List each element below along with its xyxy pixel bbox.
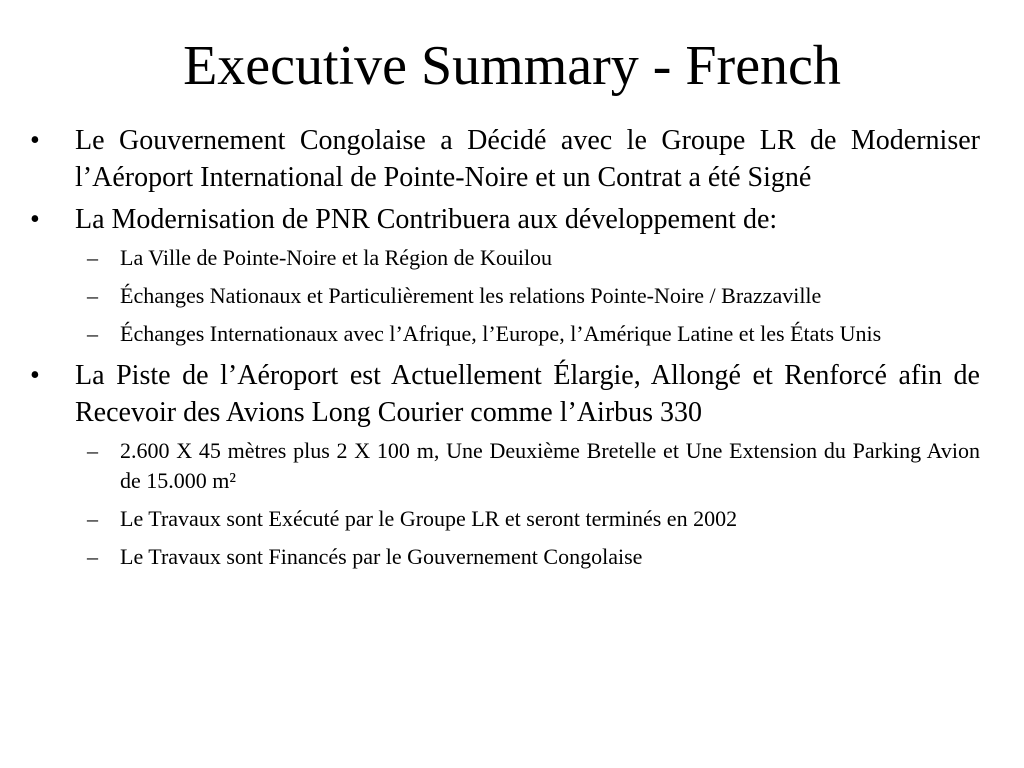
sub-bullet-item: [28, 243, 980, 273]
sub-bullet-text: Le Travaux sont Exécuté par le Groupe LR et seront terminés en 2002: [120, 506, 738, 531]
dash-glyph: –: [87, 544, 98, 569]
dash-glyph: –: [87, 245, 98, 270]
bullet-text: La Piste de l’Aéroport est Actuellement Élargie, Allongé et Renforcé afin de Recevoir des Avions Long Courier comme l’Airbus 330: [75, 360, 980, 428]
sub-bullet-item: [28, 436, 980, 496]
sub-bullet-text: Le Travaux sont Financés par le Gouvernement Congolaise: [120, 544, 643, 569]
bullet-item: [28, 357, 980, 431]
sub-bullet-item: [28, 504, 980, 534]
dash-glyph: –: [87, 283, 98, 308]
bullet-text: La Modernisation de PNR Contribuera aux développement de:: [75, 204, 778, 235]
bullet-glyph: •: [30, 125, 40, 156]
sub-bullet-item: [28, 542, 980, 572]
sub-bullet-text: Échanges Internationaux avec l’Afrique, l’Europe, l’Amérique Latine et les États Unis: [120, 321, 882, 346]
bullet-glyph: •: [30, 204, 40, 235]
sub-bullet-item: [28, 319, 980, 349]
sub-bullet-text: Échanges Nationaux et Particulièrement les relations Pointe-Noire / Brazzaville: [120, 283, 822, 308]
sub-bullet-text: 2.600 X 45 mètres plus 2 X 100 m, Une Deuxième Bretelle et Une Extension du Parking Avion de 15.000 m²: [120, 438, 980, 493]
slide-content: [28, 122, 980, 580]
sub-bullet-text: La Ville de Pointe-Noire et la Région de Kouilou: [120, 245, 553, 270]
dash-glyph: –: [87, 506, 98, 531]
bullet-item: [28, 201, 980, 238]
bullet-glyph: •: [30, 360, 40, 391]
slide-title: Executive Summary - French: [183, 35, 841, 97]
bullet-text: Le Gouvernement Congolaise a Décidé avec le Groupe LR de Moderniser l’Aéroport International de Pointe-Noire et un Contrat a été Signé: [75, 125, 980, 193]
bullet-item: [28, 122, 980, 196]
dash-glyph: –: [87, 321, 98, 346]
sub-bullet-item: [28, 281, 980, 311]
dash-glyph: –: [87, 438, 98, 463]
